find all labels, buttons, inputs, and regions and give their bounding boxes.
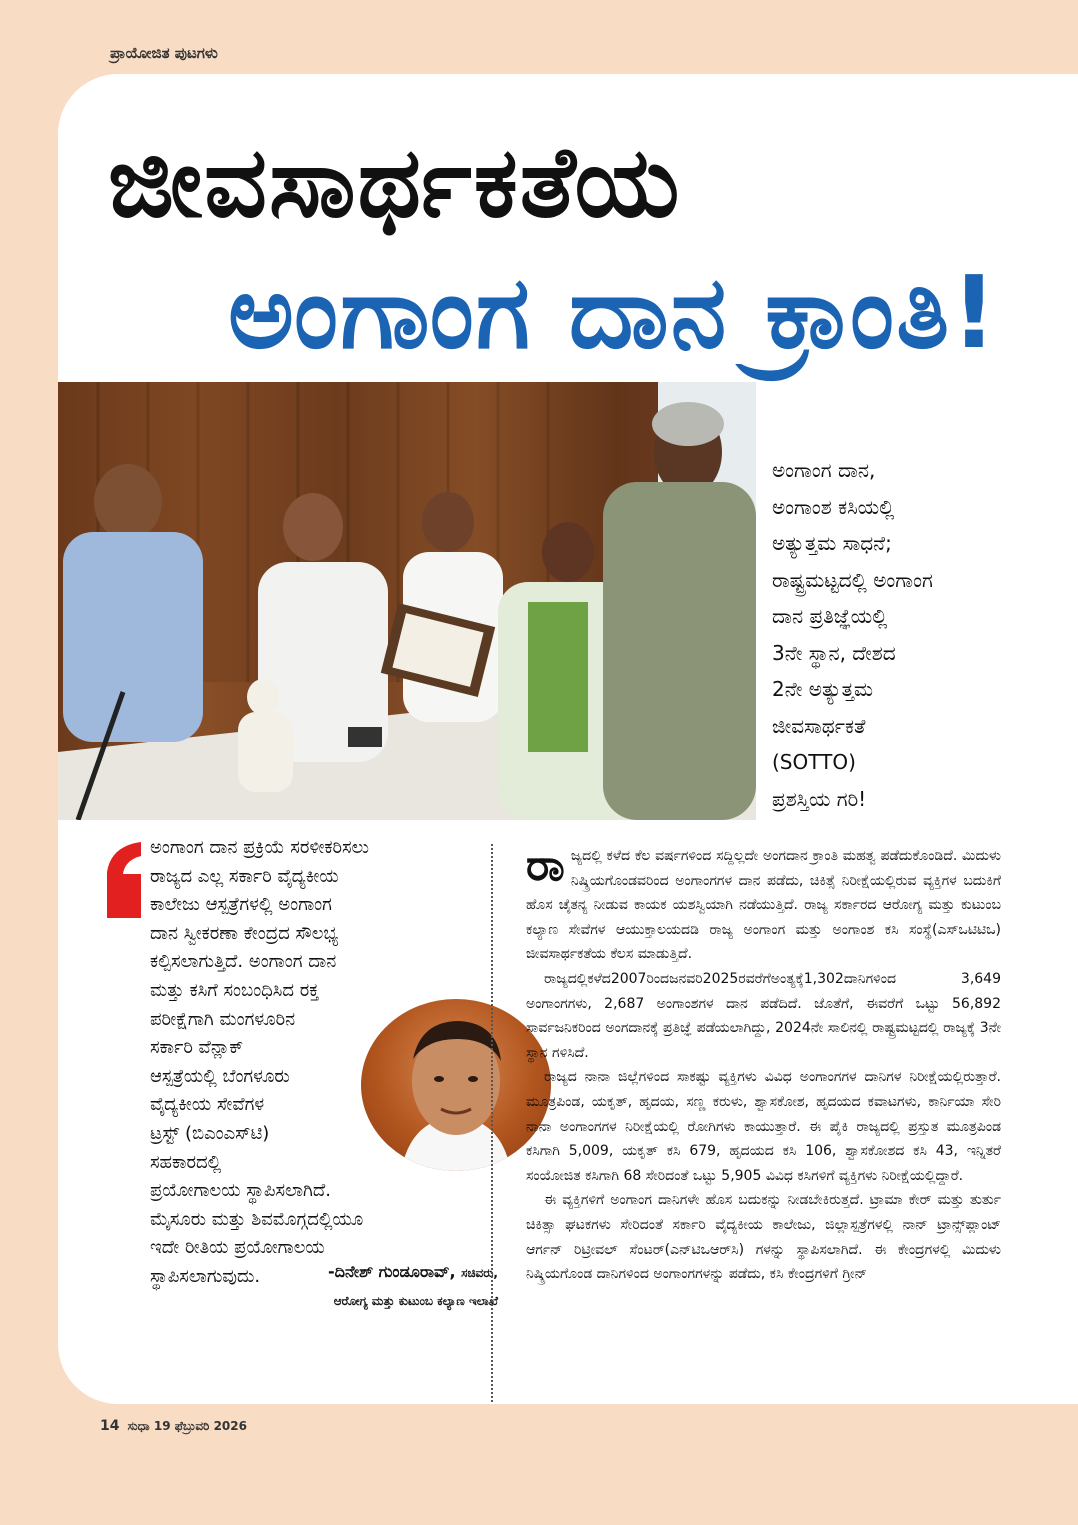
- award-photo: [58, 382, 756, 820]
- article-paragraph: ರಾಜ್ಯದಲ್ಲಿಕಳೆದ2007ರಿಂದಜನವರಿ2025ರವರೆಗೆಅಂತ್ಯಕ್ಕೆ1,302ದಾನಿಗಳಿಂದ 3,649 ಅಂಗಾಂಗಗಳು, 2,687 ಅಂಗಾಂಶಗಳ ದಾನ ಪಡೆದಿದೆ. ಜೊತೆಗೆ, ಈವರೆಗೆ ಒಟ್ಟು 56,892 ಸಾರ್ವಜನಿಕರಿಂದ ಅಂಗದಾನಕ್ಕೆ ಪ್ರತಿಜ್ಞೆ ಪಡೆಯಲಾಗಿದ್ದು, 2024ನೇ ಸಾಲಿನಲ್ಲಿ ರಾಷ್ಟ್ರಮಟ್ಟದಲ್ಲಿ ರಾಜ್ಯಕ್ಕೆ 3ನೇ ಸ್ಥಾನ ಗಳಿಸಿದೆ.: [526, 970, 1001, 1061]
- quote-line: ವೈದ್ಯಕೀಯ ಸೇವೆಗಳ: [150, 1094, 265, 1116]
- caption-line: 2ನೇ ಅತ್ಯುತ್ತಮ: [772, 677, 873, 701]
- caption-line: ಪ್ರಶಸ್ತಿಯ ಗರಿ!: [772, 786, 867, 811]
- quote-line: ಕಾಲೇಜು ಆಸ್ಪತ್ರೆಗಳಲ್ಲಿ ಅಂಗಾಂಗ: [150, 894, 332, 916]
- quote-line: ಸಹಕಾರದಲ್ಲಿ: [150, 1151, 222, 1173]
- author-name: -ದಿನೇಶ್ ಗುಂಡೂರಾವ್,: [328, 1262, 456, 1281]
- caption-line: ಅಂಗಾಂಶ ಕಸಿಯಲ್ಲಿ: [772, 494, 895, 519]
- page-number: 14: [100, 1418, 120, 1434]
- caption-line: ಅಂಗಾಂಗ ದಾನ,: [772, 458, 876, 482]
- quote-line: ಮೈಸೂರು ಮತ್ತು ಶಿವಮೊಗ್ಗದಲ್ಲಿಯೂ: [150, 1208, 364, 1230]
- headline-line-2: ಅಂಗಾಂಗ ದಾನ ಕ್ರಾಂತಿ!: [228, 254, 999, 371]
- caption-line: ದಾನ ಪ್ರತಿಜ್ಞೆಯಲ್ಲಿ: [772, 604, 888, 628]
- quote-mark-icon: [103, 842, 143, 918]
- quote-line: ಸ್ಥಾಪಿಸಲಾಗುವುದು.: [150, 1265, 261, 1287]
- quote-line: ದಾನ ಸ್ವೀಕರಣಾ ಕೇಂದ್ರದ ಸೌಲಭ್ಯ: [150, 922, 339, 944]
- photo-caption: [772, 452, 1072, 817]
- author-role: ಸಚಿವರು,: [461, 1266, 498, 1280]
- article-card: [58, 74, 1078, 1404]
- dropcap: ರಾ: [526, 840, 565, 891]
- caption-line: ರಾಷ್ಟ್ರಮಟ್ಟದಲ್ಲಿ ಅಂಗಾಂಗ: [772, 567, 933, 592]
- quote-line: ಆಸ್ಪತ್ರೆಯಲ್ಲಿ ಬೆಂಗಳೂರು: [150, 1065, 290, 1087]
- quote-line: ಸರ್ಕಾರಿ ವೆನ್ಲಾಕ್: [150, 1037, 244, 1059]
- article-paragraph: ರಾಜ್ಯದ ನಾನಾ ಜಿಲ್ಲೆಗಳಿಂದ ಸಾಕಷ್ಟು ವ್ಯಕ್ತಿಗಳು ವಿವಿಧ ಅಂಗಾಂಗಗಳ ದಾನಿಗಳ ನಿರೀಕ್ಷೆಯಲ್ಲಿರುತ್ತಾರೆ. ಮೂತ್ರಪಿಂಡ, ಯಕೃತ್, ಹೃದಯ, ಸಣ್ಣ ಕರುಳು, ಶ್ವಾಸಕೋಶ, ಹೃದಯದ ಕವಾಟಗಳು, ಕಾರ್ನಿಯಾ ಸೇರಿ ನಾನಾ ಅಂಗಾಂಗಗಳ ನಿರೀಕ್ಷೆಯಲ್ಲಿ ರೋಗಿಗಳು ಕಾಯುತ್ತಾರೆ. ಈ ಪೈಕಿ ರಾಜ್ಯದಲ್ಲಿ ಪ್ರಸ್ತುತ ಮೂತ್ರಪಿಂಡ ಕಸಿಗಾಗಿ 5,009, ಯಕೃತ್ ಕಸಿ 679, ಹೃದಯದ ಕಸಿ 106, ಶ್ವಾಸಕೋಶದ ಕಸಿ 43, ಇನ್ನಿತರೆ ಸಂಯೋಜಿತ ಕಸಿಗಾಗಿ 68 ಸೇರಿದಂತೆ ಒಟ್ಟು 5,905 ವಿವಿಧ ಕಸಿಗಳಿಗೆ ವ್ಯಕ್ತಿಗಳು ನಿರೀಕ್ಷೆಯಲ್ಲಿದ್ದಾರೆ.: [526, 1069, 1001, 1184]
- quote-line: ಕಲ್ಪಿಸಲಾಗುತ್ತಿದೆ. ಅಂಗಾಂಗ ದಾನ: [150, 951, 337, 973]
- quote-line: ಇದೇ ರೀತಿಯ ಪ್ರಯೋಗಾಲಯ: [150, 1237, 325, 1259]
- article-paragraph: ಈ ವ್ಯಕ್ತಿಗಳಿಗೆ ಅಂಗಾಂಗ ದಾನಿಗಳೇ ಹೊಸ ಬದುಕನ್ನು ನೀಡಬೇಕಿರುತ್ತದೆ. ಟ್ರಾಮಾ ಕೇರ್ ಮತ್ತು ತುರ್ತು ಚಿಕಿತ್ಸಾ ಘಟಕಗಳು ಸೇರಿದಂತೆ ಸರ್ಕಾರಿ ವೈದ್ಯಕೀಯ ಕಾಲೇಜು, ಜಿಲ್ಲಾಸ್ಪತ್ರೆಗಳಲ್ಲಿ ನಾನ್ ಟ್ರಾನ್ಸ್‌ಪ್ಲಾಂಟ್ ಆರ್ಗನ್ ರಿಟ್ರೀವಲ್ ಸೆಂಟರ್(ಎನ್‌ಟಿಒಆರ್‌ಸಿ) ಗಳನ್ನು ಸ್ಥಾಪಿಸಲಾಗಿದೆ. ಈ ಕೇಂದ್ರಗಳಲ್ಲಿ ಮಿದುಳು ನಿಷ್ಕ್ರಿಯಗೊಂಡ ದಾನಿಗಳಿಂದ ಅಂಗಾಂಗಗಳನ್ನು ಪಡೆದು, ಕಸಿ ಕೇಂದ್ರಗಳಿಗೆ ಗ್ರೀನ್: [526, 1192, 1001, 1283]
- caption-line: ಅತ್ಯುತ್ತಮ ಸಾಧನೆ;: [772, 531, 892, 555]
- quote-line: ಪರೀಕ್ಷೆಗಾಗಿ ಮಂಗಳೂರಿನ: [150, 1008, 296, 1030]
- section-label: ಪ್ರಾಯೋಜಿತ ಪುಟಗಳು: [110, 44, 218, 62]
- quote-line: ಪ್ರಯೋಗಾಲಯ ಸ್ಥಾಪಿಸಲಾಗಿದೆ.: [150, 1180, 331, 1202]
- article-paragraph: [526, 840, 1001, 967]
- headline-line-1: ಜೀವಸಾರ್ಥಕತೆಯ: [108, 126, 682, 240]
- author-department: ಆರೋಗ್ಯ ಮತ್ತು ಕುಟುಂಬ ಕಲ್ಯಾಣ ಇಲಾಖೆ: [333, 1294, 498, 1308]
- caption-line: 3ನೇ ಸ್ಥಾನ, ದೇಶದ: [772, 640, 896, 665]
- minister-portrait: [361, 999, 551, 1171]
- quote-attribution: [218, 1258, 498, 1315]
- article-body: [526, 840, 1001, 1287]
- caption-line: ಜೀವಸಾರ್ಥಕತೆ: [772, 713, 866, 738]
- page-footer: [100, 1418, 247, 1434]
- caption-line: (SOTTO): [772, 750, 856, 774]
- quote-line: ಮತ್ತು ಕಸಿಗೆ ಸಂಬಂಧಿಸಿದ ರಕ್ತ: [150, 979, 319, 1001]
- quote-line: ಅಂಗಾಂಗ ದಾನ ಪ್ರಕ್ರಿಯೆ ಸರಳೀಕರಿಸಲು: [150, 837, 369, 858]
- quote-line: ರಾಜ್ಯದ ಎಲ್ಲ ಸರ್ಕಾರಿ ವೈದ್ಯಕೀಯ: [150, 865, 339, 887]
- quote-line: ಟ್ರಸ್ಟ್ (ಬಿಎಂಎಸ್‌ಟಿ): [150, 1122, 270, 1144]
- paragraph-text: ಜ್ಯದಲ್ಲಿ ಕಳೆದ ಕೆಲ ವರ್ಷಗಳಿಂದ ಸದ್ದಿಲ್ಲದೇ ಅಂಗದಾನ ಕ್ರಾಂತಿ ಮಹತ್ವ ಪಡೆದುಕೊಂಡಿದೆ. ಮಿದುಳು ನಿಷ್ಕ್ರಿಯಗೊಂಡವರಿಂದ ಅಂಗಾಂಗಗಳ ದಾನ ಪಡೆದು, ಚಿಕಿತ್ಸೆ ನಿರೀಕ್ಷೆಯಲ್ಲಿರುವ ವ್ಯಕ್ತಿಗಳ ಬದುಕಿಗೆ ಹೊಸ ಚೈತನ್ಯ ನೀಡುವ ಕಾಯಕ ಯಶಸ್ವಿಯಾಗಿ ನಡೆಯುತ್ತಿದೆ. ರಾಜ್ಯ ಸರ್ಕಾರದ ಆರೋಗ್ಯ ಮತ್ತು ಕುಟುಂಬ ಕಲ್ಯಾಣ ಸೇವೆಗಳ ಆಯುಕ್ತಾಲಯದಡಿ ರಾಜ್ಯ ಅಂಗಾಂಗ ಮತ್ತು ಅಂಗಾಂಶ ಕಸಿ ಸಂಸ್ಥೆ(ಎಸ್‌ಒಟಿಟಿಒ) ಜೀವಸಾರ್ಥಕತೆಯ ಕೆಲಸ ಮಾಡುತ್ತಿದೆ.: [526, 848, 1001, 963]
- column-divider: [491, 844, 493, 1402]
- issue-info: ಸುಧಾ 19 ಫೆಬ್ರುವರಿ 2026: [127, 1419, 247, 1433]
